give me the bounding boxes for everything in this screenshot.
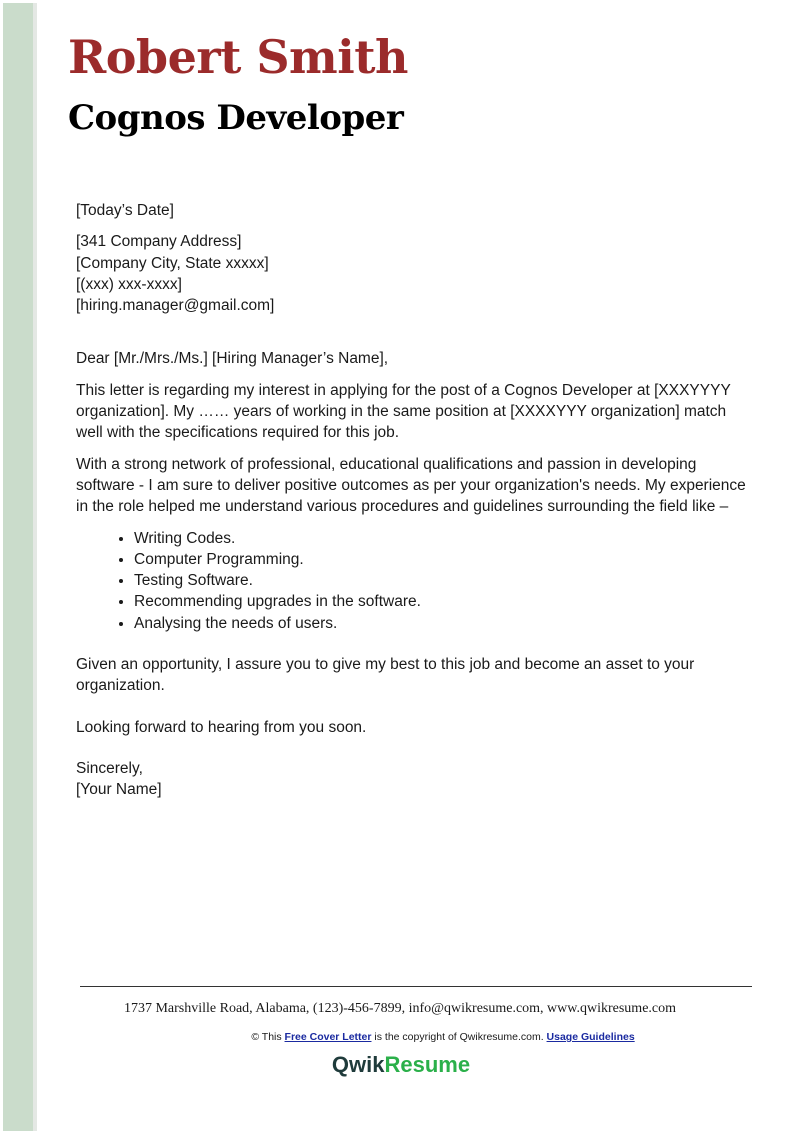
paragraph: Given an opportunity, I assure you to give my best to this job and become an asset to your organization. xyxy=(76,656,695,695)
address-line: [hiring.manager@gmail.com] xyxy=(76,297,275,315)
salutation: Dear [Mr./Mrs./Ms.] [Hiring Manager’s Name], xyxy=(76,350,389,368)
closing xyxy=(76,758,756,801)
date: [Today’s Date] xyxy=(76,202,174,219)
address-line: [Company City, State xxxxx] xyxy=(76,254,269,272)
list-item: • Computer Programming. xyxy=(134,549,756,570)
side-accent-band xyxy=(3,3,37,1131)
usage-guidelines-link[interactable]: Usage Guidelines xyxy=(546,1031,635,1043)
footer-address: 1737 Marshville Road, Alabama, (123)-456-7899, info@qwikresume.com, www.qwikresume.com xyxy=(123,1001,677,1016)
logo-text: Resume xyxy=(384,1052,471,1077)
paragraph: With a strong network of professional, educational qualifications and passion in developing software - I am sure to deliver positive outcomes as per your organization's needs. My experience in the role helped me understand various procedures and guidelines surrounding the field like – xyxy=(76,455,746,516)
paragraph: This letter is regarding my interest in applying for the post of a Cognos Developer at [XXXYYYY organization]. My …… years of working in the same position at [XXXXYYY organization] match well with the specifications required for this job. xyxy=(76,381,731,442)
footer-divider xyxy=(80,986,752,987)
applicant-name: Robert Smith xyxy=(68,30,408,84)
recipient-address xyxy=(76,231,756,316)
job-title: Cognos Developer xyxy=(68,98,404,138)
list-item: • Testing Software. xyxy=(134,570,756,591)
closing-text: Sincerely, xyxy=(76,759,143,777)
signature: [Your Name] xyxy=(76,781,162,799)
copyright-notice xyxy=(0,1031,800,1043)
paragraph: Looking forward to hearing from you soon. xyxy=(76,718,367,736)
list-item: • Writing Codes. xyxy=(134,528,756,549)
logo-text: Qwik xyxy=(331,1052,385,1077)
copy-text: © This xyxy=(251,1031,285,1043)
free-cover-letter-link[interactable]: Free Cover Letter xyxy=(284,1031,372,1043)
address-line: [(xxx) xxx-xxxx] xyxy=(76,275,182,293)
letter-body xyxy=(76,200,756,811)
list-item: • Recommending upgrades in the software. xyxy=(134,591,756,612)
qwikresume-logo xyxy=(0,1052,800,1078)
skills-list xyxy=(134,528,756,634)
list-item: • Analysing the needs of users. xyxy=(134,613,756,634)
address-line: [341 Company Address] xyxy=(76,233,242,251)
copy-text: is the copyright of Qwikresume.com. xyxy=(371,1031,547,1043)
